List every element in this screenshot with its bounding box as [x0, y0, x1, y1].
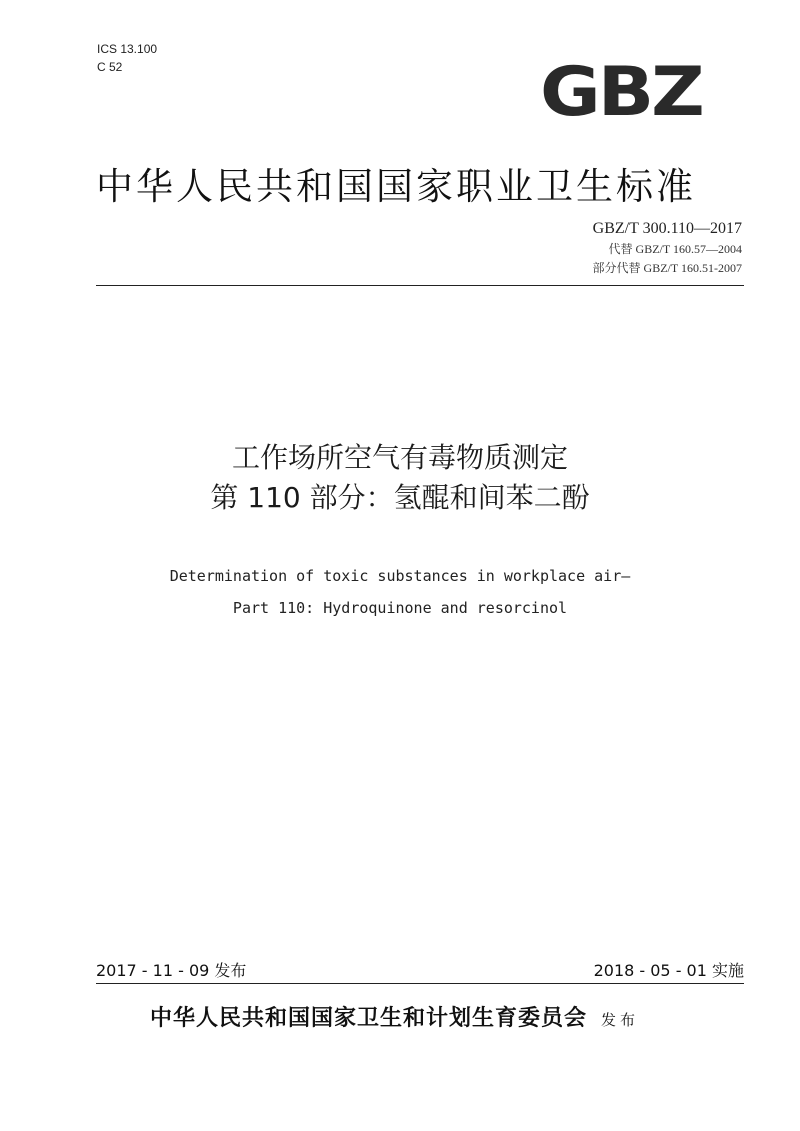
document-title-line1: 工作场所空气有毒物质测定	[231, 441, 568, 474]
classification-codes	[97, 40, 157, 76]
standard-codes	[593, 218, 742, 278]
gbz-logo: GBZ	[540, 52, 702, 132]
effective-date: 2018 - 05 - 01 实施	[593, 961, 744, 980]
standard-category-title: 中华人民共和国国家职业卫生标准	[96, 165, 696, 208]
english-title-line2: Part 110: Hydroquinone and resorcinol	[232, 599, 568, 617]
top-divider	[96, 285, 744, 286]
bottom-divider	[96, 983, 744, 984]
issuer-line	[150, 1003, 639, 1033]
partially-replaces-note: 部分代替 GBZ/T 160.51-2007	[592, 261, 742, 275]
standard-number: GBZ/T 300.110—2017	[592, 220, 742, 237]
issue-action: 发布	[601, 1011, 640, 1029]
issuing-organization: 中华人民共和国国家卫生和计划生育委员会	[150, 1005, 588, 1031]
document-title-line2: 第 110 部分：氢醌和间苯二酚	[210, 481, 590, 514]
issue-date: 2017 - 11 - 09 发布	[96, 961, 247, 980]
document-title	[0, 438, 800, 518]
ics-code: ICS 13.100	[97, 42, 158, 56]
ccs-code: C 52	[97, 60, 123, 74]
english-title-line1: Determination of toxic substances in workplace air—	[169, 567, 631, 585]
replaces-note: 代替 GBZ/T 160.57—2004	[608, 242, 742, 256]
english-title	[0, 560, 800, 624]
